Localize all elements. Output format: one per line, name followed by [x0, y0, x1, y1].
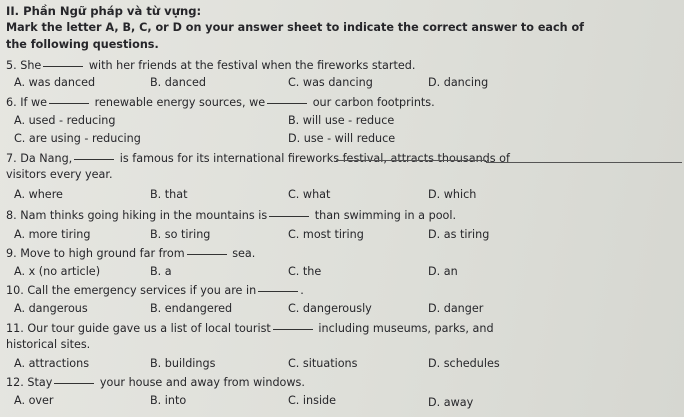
question-11-stem [6, 322, 494, 336]
question-11-stem-part-1: 11. Our tour guide gave us a list of local tourist [6, 322, 271, 335]
question-9-stem-part-1: 9. Move to high ground far from [6, 247, 185, 260]
question-7-option-c[interactable]: C. what [288, 188, 331, 201]
question-7-option-d[interactable]: D. which [428, 188, 477, 201]
question-10-option-b[interactable]: B. endangered [150, 302, 233, 315]
question-10-option-a[interactable]: A. dangerous [14, 302, 88, 315]
question-6-stem-part-1: 6. If we [6, 96, 48, 109]
question-10-option-d[interactable]: D. danger [428, 302, 484, 315]
question-5-option-d[interactable]: D. dancing [428, 76, 489, 89]
question-8-option-a[interactable]: A. more tiring [14, 228, 91, 241]
question-12-stem-part-2: your house and away from windows. [96, 376, 305, 389]
question-6-stem-part-2: renewable energy sources, we [91, 96, 266, 109]
question-6-stem-part-3: our carbon footprints. [309, 96, 435, 109]
question-9-option-c[interactable]: C. the [288, 265, 322, 278]
question-8-blank [269, 216, 309, 217]
question-6-option-b[interactable]: B. will use - reduce [288, 114, 395, 127]
question-11-option-b[interactable]: B. buildings [150, 357, 216, 370]
question-5-blank [43, 66, 83, 67]
strike-line-1 [336, 160, 486, 161]
question-5-option-a[interactable]: A. was danced [14, 76, 96, 89]
section-title: II. Phần Ngữ pháp và từ vựng: [6, 4, 202, 18]
question-12-blank [54, 383, 94, 384]
question-10-stem-part-2: . [300, 284, 304, 297]
question-6-stem [6, 96, 435, 110]
question-6-blank-2 [267, 103, 307, 104]
question-12-option-c[interactable]: C. inside [288, 394, 337, 407]
question-10-stem [6, 284, 304, 298]
question-9-option-d[interactable]: D. an [428, 265, 458, 278]
question-9-blank [187, 254, 227, 255]
instruction-line-2: the following questions. [6, 38, 159, 51]
question-7-stem-line-2: visitors every year. [6, 168, 113, 181]
question-11-option-c[interactable]: C. situations [288, 357, 358, 370]
question-5-stem [6, 59, 415, 73]
question-11-option-d[interactable]: D. schedules [428, 357, 500, 370]
question-12-stem [6, 376, 305, 390]
question-10-blank [258, 291, 298, 292]
question-11-blank [273, 329, 313, 330]
question-9-stem-part-2: sea. [228, 247, 256, 260]
question-11-stem-line-2: historical sites. [6, 338, 91, 351]
question-8-stem [6, 209, 456, 223]
question-8-option-b[interactable]: B. so tiring [150, 228, 211, 241]
question-5-option-c[interactable]: C. was dancing [288, 76, 373, 89]
question-5-option-b[interactable]: B. danced [150, 76, 206, 89]
question-6-option-a[interactable]: A. used - reducing [14, 114, 116, 127]
question-8-option-d[interactable]: D. as tiring [428, 228, 490, 241]
strike-line-2 [486, 162, 682, 163]
question-12-option-a[interactable]: A. over [14, 394, 54, 407]
question-10-stem-part-1: 10. Call the emergency services if you are in [6, 284, 257, 297]
question-7-stem-part-2: is famous for its international fireworks festival, attracts thousands of [116, 152, 510, 165]
question-12-option-d[interactable]: D. away [428, 396, 474, 409]
question-7-blank [74, 159, 114, 160]
question-9-option-b[interactable]: B. a [150, 265, 172, 278]
question-11-option-a[interactable]: A. attractions [14, 357, 90, 370]
question-7-stem [6, 152, 510, 166]
question-11-stem-part-2: including museums, parks, and [314, 322, 494, 335]
question-9-option-a[interactable]: A. x (no article) [14, 265, 101, 278]
question-7-option-a[interactable]: A. where [14, 188, 63, 201]
question-8-stem-part-1: 8. Nam thinks going hiking in the mountains is [6, 209, 268, 222]
question-6-option-d[interactable]: D. use - will reduce [288, 132, 396, 145]
question-12-option-b[interactable]: B. into [150, 394, 187, 407]
question-12-stem-part-1: 12. Stay [6, 376, 53, 389]
question-9-stem [6, 247, 255, 261]
instruction-line-1: Mark the letter A, B, C, or D on your answer sheet to indicate the correct answer to each of [6, 21, 585, 34]
question-5-stem-part-1: 5. She [6, 59, 42, 72]
question-10-option-c[interactable]: C. dangerously [288, 302, 372, 315]
question-8-stem-part-2: than swimming in a pool. [311, 209, 457, 222]
question-7-option-b[interactable]: B. that [150, 188, 188, 201]
question-6-option-c[interactable]: C. are using - reducing [14, 132, 141, 145]
question-5-stem-part-2: with her friends at the festival when the fireworks started. [85, 59, 416, 72]
question-7-stem-part-1: 7. Da Nang, [6, 152, 73, 165]
question-6-blank-1 [49, 103, 89, 104]
question-8-option-c[interactable]: C. most tiring [288, 228, 364, 241]
